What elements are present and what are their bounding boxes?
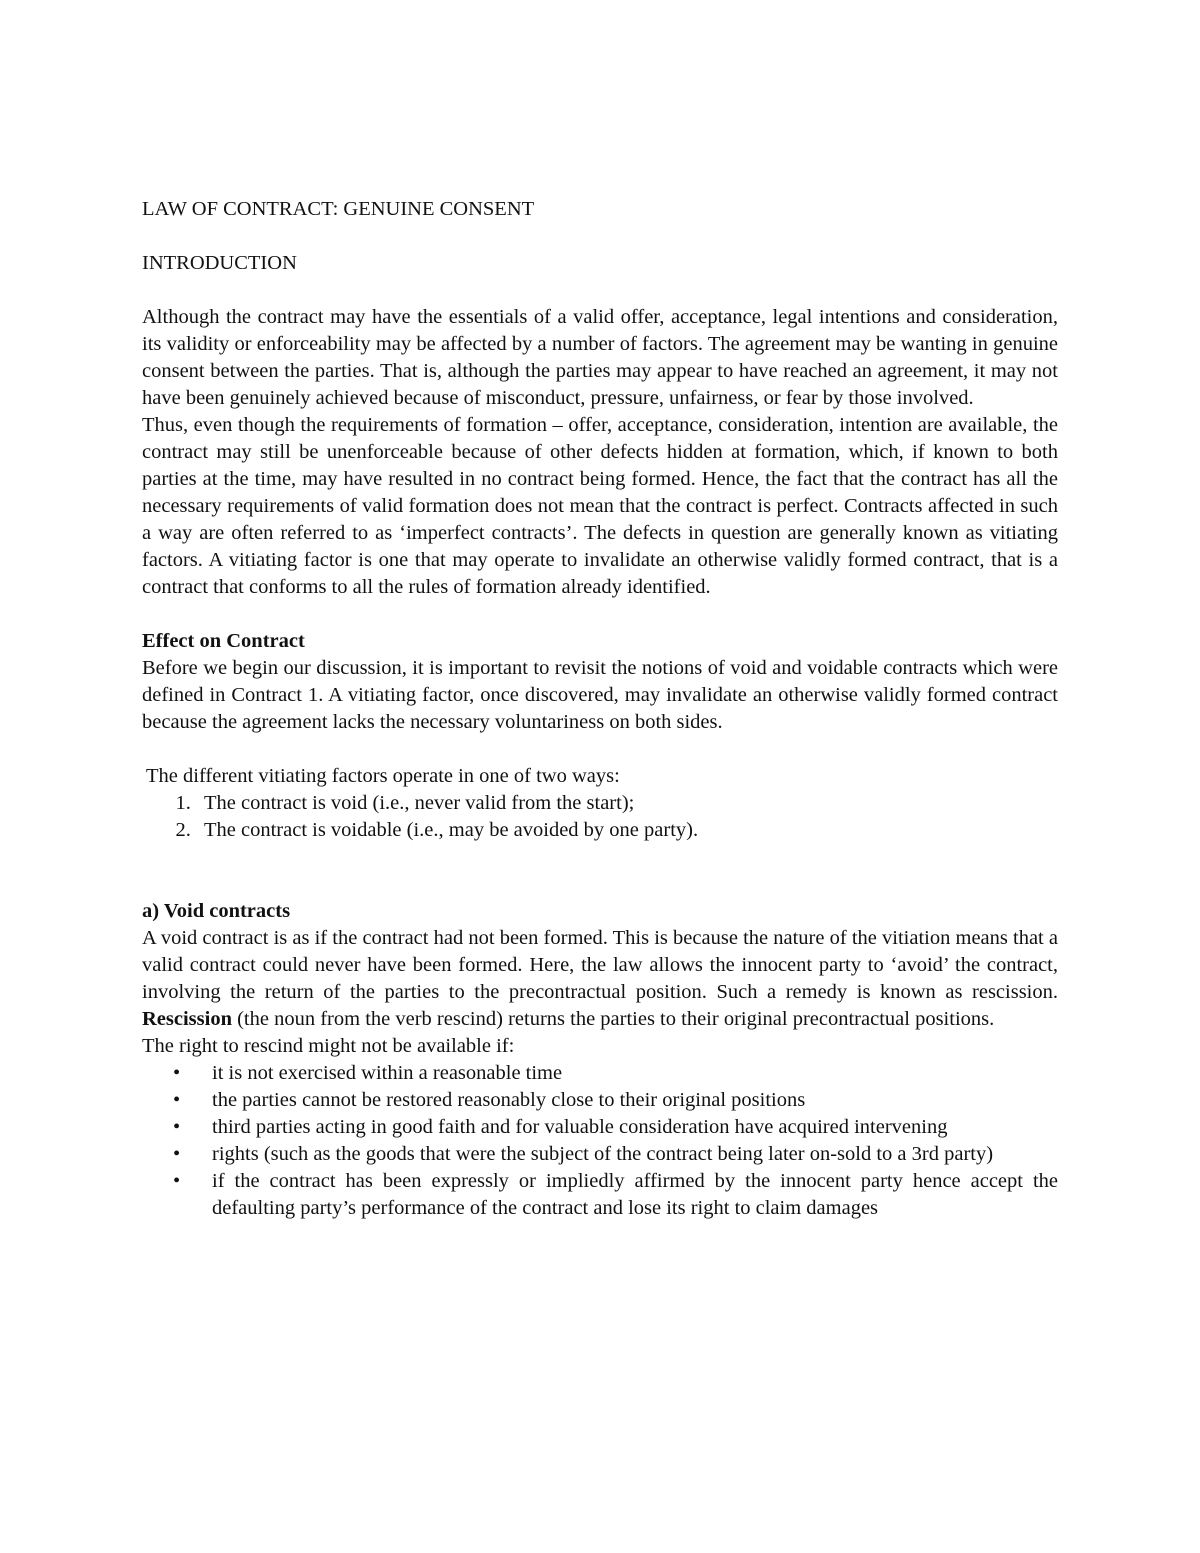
spacer [142,736,1058,763]
void-paragraph-text: (the noun from the verb rescind) returns the parties to their original precontractual positions. [231,1008,995,1030]
ways-intro: The different vitiating factors operate in one of two ways: [146,765,620,787]
bullet-icon: • [173,1116,181,1138]
bullet-icon: • [173,1170,181,1192]
bullet-icon: • [173,1089,181,1111]
introduction-paragraph-1: Although the contract may have the essentials of a valid offer, acceptance, legal intentions and consideration, its validity or enforceability may be affected by a number of factors. The agreement may be wanting in genuine consent between the parties. That is, although the parties may appear to have reached an agreement, it may not have been genuinely achieved because of misconduct, pressure, unfairness, or fear by those involved. [142,306,1058,409]
spacer [142,277,1058,304]
spacer [142,844,1058,871]
effect-heading: Effect on Contract [142,630,305,652]
list-item-text: third parties acting in good faith and for valuable consideration have acquired intervening [212,1116,948,1138]
bullet-icon: • [173,1062,181,1084]
rescission-term: Rescission [142,1008,232,1030]
void-contracts-paragraph [142,925,1058,1033]
list-item-text: it is not exercised within a reasonable time [212,1062,563,1084]
document-page [142,196,1058,1222]
list-item [142,1141,1058,1168]
list-item [142,1168,1058,1222]
introduction-paragraph-2: Thus, even though the requirements of formation – offer, acceptance, consideration, intention are available, the contract may still be unenforceable because of other defects hidden at formation, which, if known to both parties at the time, may have resulted in no contract being formed. Hence, the fact that the contract has all the necessary requirements of valid formation does not mean that the contract is perfect. Contracts affected in such a way are often referred to as ‘imperfect contracts’. The defects in question are generally known as vitiating factors. A vitiating factor is one that may operate to invalidate an otherwise validly formed contract, that is a contract that conforms to all the rules of formation already identified. [142,414,1058,598]
rescind-intro: The right to rescind might not be available if: [142,1035,515,1057]
spacer [142,223,1058,250]
list-item-text: the parties cannot be restored reasonably close to their original positions [212,1089,806,1111]
spacer [142,601,1058,628]
list-item [142,1087,1058,1114]
introduction-heading: INTRODUCTION [142,252,297,274]
void-paragraph-text: A void contract is as if the contract had not been formed. This is because the nature of the vitiation means that a valid contract could never have been formed. Here, the law allows the innocent party to ‘avoid’ the contract, involving the return of the parties to the precontractual position. Such a remedy is known as rescission. [142,927,1058,1003]
effect-paragraph: Before we begin our discussion, it is important to revisit the notions of void and voidable contracts which were defined in Contract 1. A vitiating factor, once discovered, may invalidate an otherwise validly formed contract because the agreement lacks the necessary voluntariness on both sides. [142,657,1058,733]
ways-list-item: 1. The contract is void (i.e., never valid from the start); [196,790,1058,817]
bullet-icon: • [173,1143,181,1165]
document-title: LAW OF CONTRACT: GENUINE CONSENT [142,198,535,220]
spacer [142,871,1058,898]
ways-list-item: 2. The contract is voidable (i.e., may be avoided by one party). [196,817,1058,844]
ways-list [142,790,1058,844]
list-item [142,1114,1058,1141]
void-contracts-heading: a) Void contracts [142,900,291,922]
rescind-conditions-list [142,1060,1058,1222]
list-item-text: rights (such as the goods that were the subject of the contract being later on-sold to a 3rd party) [212,1143,994,1165]
list-item [142,1060,1058,1087]
list-item-text: if the contract has been expressly or impliedly affirmed by the innocent party hence accept the defaulting party’s performance of the contract and lose its right to claim damages [212,1170,1058,1219]
